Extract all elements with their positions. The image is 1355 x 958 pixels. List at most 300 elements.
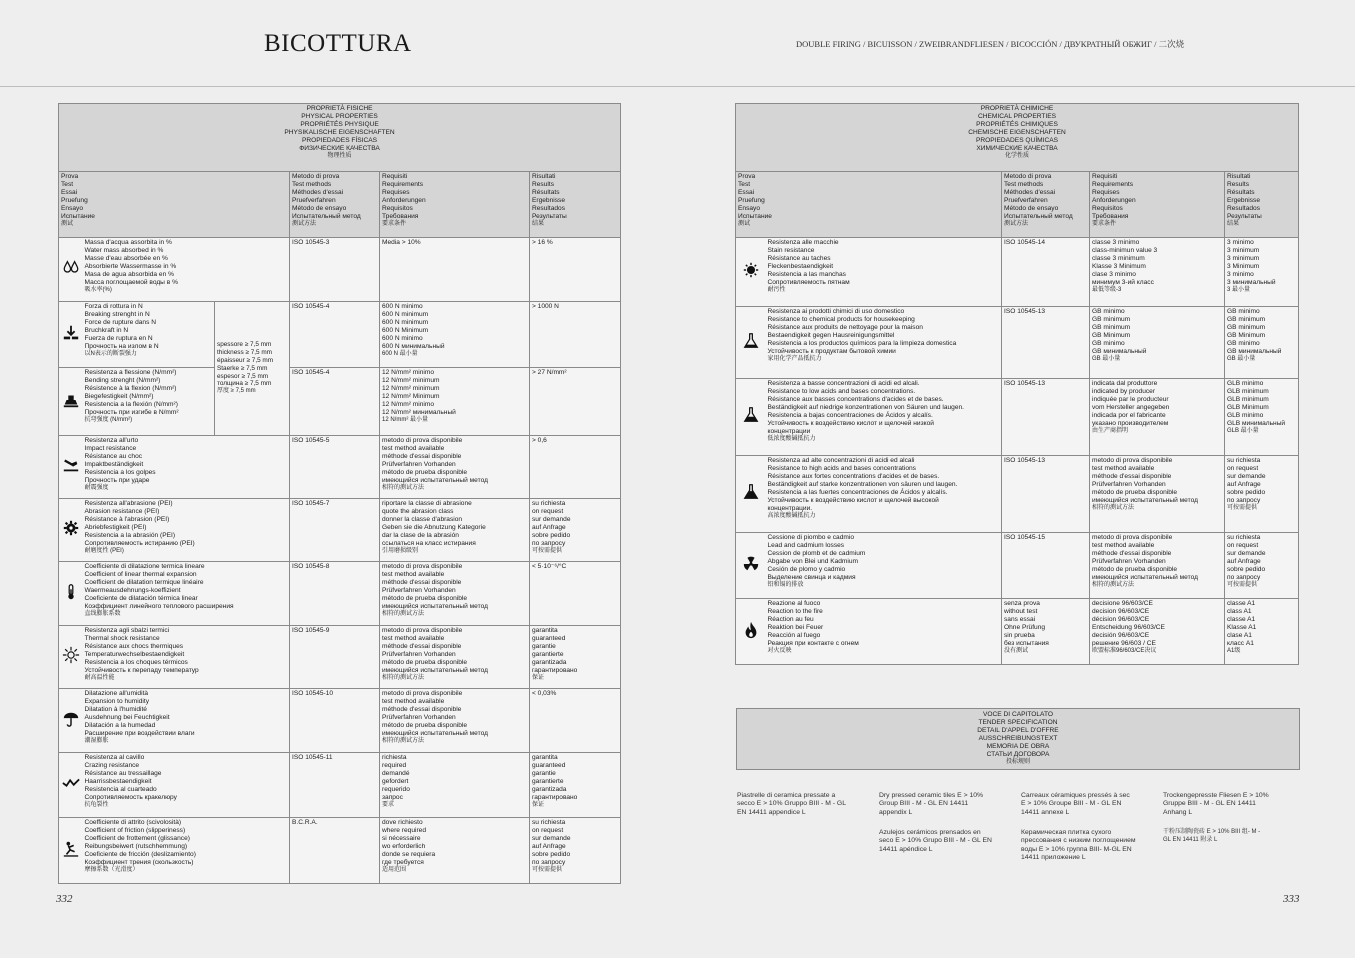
table-row [59,499,621,562]
test-method-cell: ISO 10545-4 [290,368,380,436]
text-line: 物理性质 [327,153,352,160]
text-line: Requisiti [382,173,408,180]
text-line: where required [382,827,426,835]
text-line: GLB minimo [1227,412,1264,420]
row-icon-cell [59,818,83,884]
text-line: auf Anfrage [532,843,566,851]
text-line: Resistance to chemical products for housekeeping [767,316,915,324]
text-line: ссылаться на класс истирания [382,540,476,548]
text-line: Прочность при изгибе в N/mm² [84,409,179,417]
text-line: 14411 apéndice L [879,845,933,853]
text-line: 可按需提供 [532,867,563,874]
text-line: quote the abrasion class [382,508,454,516]
text-line: класс A1 [1227,640,1254,648]
text-line: Resultados [532,205,565,213]
text-line: Устойчивость к воздействию кислот и щелочей низкой [767,420,934,428]
text-line: indicated by producer [1092,388,1156,396]
text-line: Сопротивляемость пятнам [767,279,850,287]
thermal-shock-icon [62,646,80,664]
text-line: Force de rupture dans N [84,319,156,327]
text-line: ISO 10545-13 [1004,457,1046,464]
text-line: PHYSIKALISCHE EIGENSCHAFTEN [284,129,395,137]
text-line: classe A1 [1227,600,1256,607]
text-line: 直线膨胀系数 [84,611,121,618]
text-line: 摩擦系数（光滑度） [84,867,139,874]
text-line: Trockengepresste Fliesen E > 10% [1163,792,1269,799]
text-line: Abriebfestigkeit (PEI) [84,524,147,532]
text-line: decision 96/603/CE [1092,608,1150,616]
property-name-cell [83,499,290,562]
breaking-arrow-icon [62,324,80,342]
text-line: Expansion to humidity [84,698,150,706]
text-line: on request [532,827,564,835]
requirements-cell [380,238,530,302]
text-line: Méthodes d'essai [292,189,344,197]
requirements-cell [380,753,530,818]
text-line: Требования [1092,213,1129,221]
property-name-cell [766,533,1002,599]
table-row [59,238,621,302]
text-line: 对火反映 [767,648,792,655]
requirements-cell [380,302,530,368]
text-line: Essai [61,189,78,197]
col-method-header [290,172,380,238]
text-line: metodo di prova disponibile [382,563,463,570]
text-line: garantita [532,627,558,634]
page-number-right: 333 [1283,893,1300,905]
text-line: méthode d'essai disponible [382,706,462,714]
text-line: 以N表示的断裂强力 [84,351,137,358]
stain-splash-icon [742,261,760,279]
text-line: class A1 [1227,608,1252,616]
fire-icon [742,621,760,639]
requirements-cell [1090,307,1225,379]
results-cell [530,562,621,626]
text-line: Масса поглощаемой воды в % [84,279,178,287]
test-method-cell: ISO 10545-5 [290,436,380,499]
text-line: Método de ensayo [1004,205,1059,213]
text-line: test method available [382,635,445,643]
text-line: indicata dal produttore [1092,380,1158,387]
text-line: по запросу [532,859,566,867]
text-line: 适用范围 [382,867,407,874]
text-line: méthode d'essai disponible [382,643,462,651]
text-line: Bestaendigkeit gegen Hausreinigungsmittel [767,332,895,340]
text-line: 14411 приложение L [1021,854,1086,862]
requirements-cell [1090,456,1225,533]
text-line: guaranteed [532,762,566,770]
text-line: Temperaturwechselbestaendigkeit [84,651,185,659]
row-icon-cell [59,238,83,302]
text-line: минимум 3-ий класс [1092,279,1154,287]
text-line: sur demande [532,835,571,843]
text-line: 相符的测试方法 [382,675,425,682]
text-line: sur demande [1227,550,1266,558]
text-line: Resistenza ai prodotti chimici di uso domestico [767,308,905,315]
text-line: Pruefverfahren [1004,197,1048,205]
text-line: запрос [382,794,403,802]
text-line: Entscheidung 96/603/CE [1092,624,1165,632]
text-line: имеющийся испытательный метод [382,667,488,675]
text-line: wo erforderlich [382,843,426,851]
text-line: decisione 96/603/CE [1092,600,1153,607]
text-line: 欧盟标准96/603/CE决议 [1092,648,1157,655]
page-number-left: 332 [56,893,73,905]
text-line: Requises [1092,189,1120,197]
text-line: espesor ≥ 7,5 mm [217,372,269,380]
text-line: 没有测试 [1004,648,1029,655]
text-line: GLB минимальный [1227,420,1286,428]
text-line: required [382,762,407,770]
text-line: Prova [61,173,79,180]
row-icon-cell [59,689,83,753]
text-line: Water mass absorbed in % [84,247,164,255]
text-line: Коэффициент линейного теплового расширения [84,603,234,611]
text-line: Resistenza ad alte concentrazioni di acidi ed alcali [767,457,915,464]
text-line: 耐震强度 [84,485,109,492]
text-line: vom Hersteller angegeben [1092,404,1170,412]
text-line: Prüfverfahren Vorhanden [1092,481,1166,489]
text-line: GB 最小量 [1227,356,1256,363]
text-line: Coefficient of linear thermal expansion [84,571,197,579]
text-line: seco E > 10% Grupo BIII - M - GL EN [879,837,992,845]
text-line: thickness ≥ 7,5 mm [217,349,273,357]
text-line: Выделение свинца и кадмия [767,574,856,582]
text-line: Ensayo [738,205,760,213]
property-name-cell [766,599,1002,665]
results-cell [1225,238,1299,307]
text-line: gefordert [382,778,409,786]
text-line: Bruchkraft in N [84,327,129,335]
col-test-header [59,172,290,238]
text-line: Resistencia a los productos químicos para la limpieza domestica [767,340,957,348]
text-line: 耐磨度性 (PEI) [84,548,124,555]
text-line: Risultati [532,173,556,180]
text-line: garantie [532,770,556,778]
text-line: 要求条件 [382,221,407,228]
text-line: MEMORIA DE OBRA [986,743,1050,751]
table-row [59,753,621,818]
text-line: Устойчивость к перепаду температур [84,667,199,675]
tender-text-zh [1163,829,1260,844]
text-line: GB Minimum [1092,332,1131,340]
text-line: Requirements [382,181,424,189]
text-line: 600 N 最小量 [382,351,418,358]
text-line: Ergebnisse [1227,197,1260,205]
text-line: Испытание [738,213,772,221]
text-line: Résistance au choc [84,453,143,461]
text-line: Ensayo [61,205,83,213]
text-line: Ohne Prüfung [1004,624,1046,632]
requirements-cell [380,499,530,562]
text-line: Breaking strenght in N [84,311,150,319]
text-line: Результаты [532,213,567,221]
impact-hammer-icon [62,456,80,474]
results-cell [530,626,621,689]
text-line: Test [738,181,751,189]
text-line: Расширение при воздействии влаги [84,730,195,738]
text-line: 要求 [382,802,395,809]
requirements-cell [1090,238,1225,307]
text-line: décision 96/603/CE [1092,616,1150,624]
header-divider [0,86,1355,87]
text-line: Geben sie die Abnutzung Kategorie [382,524,486,532]
text-line: DETAIL D'APPEL D'OFFRE [977,727,1059,735]
text-line: Masse d'eau absorbée en % [84,255,168,263]
text-line: Résistance aux produits de nettoyage pour la maison [767,324,923,332]
text-line: PROPIEDADES QUÍMICAS [975,137,1059,145]
text-line: 铅和镉的排放 [767,582,804,589]
text-line: GL EN 14411 附录 L [1163,836,1218,843]
text-line: sin prueba [1004,632,1035,640]
row-icon-cell [736,533,766,599]
beaker-high-icon [742,483,760,501]
text-line: si nécessaire [382,835,421,843]
text-line: 投标规则 [1005,759,1030,766]
text-line: Сопротивляемость истиранию (PEI) [84,540,195,548]
text-line: Pruefverfahren [292,197,336,205]
text-line: Reibungsbeiwert (rutschhemmung) [84,843,188,851]
text-line: Metodo di prova [1004,173,1052,180]
text-line: Керамическая плитка сухого [1021,829,1112,836]
text-line: Prüfverfahren Vorhanden [382,461,456,469]
text-line: A1级 [1227,648,1241,655]
text-line: método de prueba disponible [382,469,468,477]
text-line: Resistenza al cavillo [84,754,145,761]
text-line: Устойчивость к продуктам бытовой химии [767,348,896,356]
text-line: 3 minimo [1227,239,1254,246]
text-line: Resistenza all'urto [84,437,139,444]
row-icon-cell [59,302,83,368]
text-line: где требуется [382,859,424,867]
text-line: método de prueba disponible [1092,566,1178,574]
text-line: on request [1227,465,1259,473]
text-line: 600 N minimum [382,319,429,327]
text-line: decisión 96/603/CE [1092,632,1150,640]
text-line: Resistencia a las manchas [767,271,846,279]
table-row [736,599,1299,665]
text-line: Crazing resistance [84,762,140,770]
text-line: Resultados [1227,205,1260,213]
text-line: épaisseur ≥ 7,5 mm [217,357,274,365]
text-line: Résultats [532,189,560,197]
text-line: Coeficiente de dilatación térmica linear [84,595,198,603]
test-method-cell: ISO 10545-3 [290,238,380,302]
text-line: riportare la classe di abrasione [382,500,472,507]
text-line: without test [1004,608,1038,616]
text-line: Resistencia a los choques térmicos [84,659,188,667]
requirements-cell [1090,599,1225,665]
text-line: Biegefestigkeit (N/mm²) [84,393,154,401]
table-row [736,533,1299,599]
text-line: garantierte [532,651,564,659]
text-line: test method available [1092,465,1155,473]
results-cell [1225,456,1299,533]
text-line: Устойчивость к воздействию кислот и щелочей высокой [767,497,939,505]
text-line: auf Anfrage [532,524,566,532]
text-line: méthode d'essai disponible [1092,473,1172,481]
property-name-cell [83,689,290,753]
text-line: méthode d'essai disponible [382,579,462,587]
text-line: 相符的测试方法 [1092,582,1135,589]
page-subtitle: DOUBLE FIRING / BICUISSON / ZWEIBRANDFLIESEN / BICOCCIÓN / ДВУКРАТНЫЙ ОБЖИГ / 二次烧 [796,39,1185,49]
text-line: указано производителем [1092,420,1169,428]
text-line: Cessione di piombo e cadmio [767,534,854,541]
text-line: su richiesta [532,500,566,507]
text-line: classe 3 minimo [1092,239,1140,246]
text-line: 耐高温性能 [84,675,115,682]
text-line: Prüfverfahren Vorhanden [382,651,456,659]
text-line: TENDER SPECIFICATION [978,719,1058,727]
text-line: GB минимальный [1092,348,1147,356]
property-name-cell [83,753,290,818]
text-line: donde se requiera [382,851,436,859]
text-line: без испытания [1004,640,1049,648]
flask-icon [742,332,760,350]
crazing-line-icon [62,774,80,792]
text-line: Resistencia al cuarteado [84,786,157,794]
text-line: гарантировано [532,667,578,675]
text-line: 12 N/mm² Minimum [382,393,440,401]
test-method-cell [1002,599,1090,665]
text-line: 3 Minimum [1227,263,1260,271]
text-line: auf Anfrage [1227,481,1261,489]
text-line: GB минимальный [1227,348,1282,356]
text-line: requerido [382,786,410,794]
text-line: Klasse 3 Minimum [1092,263,1146,271]
text-line: Metodo di prova [292,173,340,180]
text-line: GB minimo [1227,340,1260,348]
text-line: ISO 10545-14 [1004,239,1046,246]
text-line: Anforderungen [382,197,426,205]
text-line: GLB minimum [1227,396,1269,404]
property-name-cell [766,238,1002,307]
text-line: Coefficiente di attrito (scivolosità) [84,819,182,826]
text-line: Pruefung [61,197,88,205]
text-line: Essai [738,189,755,197]
row-icon-cell [59,368,83,436]
text-line: > 0,6 [532,437,547,444]
text-line: sobre pedido [1227,489,1266,497]
results-cell [1225,379,1299,456]
table-row [736,238,1299,307]
beaker-low-icon [742,406,760,424]
row-icon-cell [736,599,766,665]
text-line: Reaction to the fire [767,608,823,616]
text-line: 高浓度酸碱抵抗力 [767,513,816,520]
text-line: clase A1 [1227,632,1252,640]
text-line: Coeficiente de fricción (deslizamiento) [84,851,196,859]
text-line: Résultats [1227,189,1255,197]
chem-col-method-header [1002,172,1090,238]
text-line: Pruefung [738,197,765,205]
text-line: 干粉压制陶瓷砖 E > 10% BIII 组- M - [1163,829,1261,835]
text-line: 要求条件 [1092,221,1117,228]
text-line: metodo di prova disponibile [1092,457,1173,464]
text-line: ISO 10545-15 [1004,534,1046,541]
property-name-cell [766,456,1002,533]
test-method-cell: ISO 10545-4 [290,302,380,368]
row-icon-cell [736,238,766,307]
text-line: GB minimo [1092,308,1125,315]
text-line: Resistenza a flessione (N/mm²) [84,369,177,376]
text-line: 可按需提供 [1227,505,1258,512]
text-line: sur demande [532,516,571,524]
text-line: método de prueba disponible [382,595,468,603]
chemical-properties-title [736,104,1299,172]
slipping-person-icon [62,840,80,858]
text-line: Прочность при ударе [84,477,150,485]
text-line: Haarrissbestaendigkeit [84,778,152,786]
page-title: BICOTTURA [264,30,412,57]
test-method-cell [1002,533,1090,599]
bending-weight-icon [62,391,80,409]
text-line: 3 minimum [1227,247,1260,255]
text-line: Piastrelle di ceramica pressate a [737,792,836,799]
text-line: Requisiti [1092,173,1118,180]
text-line: Coefficiente di dilatazione termica lineare [84,563,205,570]
text-line: GB minimo [1092,340,1125,348]
text-line: Klasse A1 [1227,624,1257,632]
text-line: GB minimum [1092,324,1131,332]
text-line: 测试方法 [1004,221,1029,228]
text-line: Beständigkeit auf starke konzentrationen von säuren und laugen. [767,481,958,489]
text-line: Dilatazione all'umidità [84,690,149,697]
text-line: Impact resistance [84,445,137,453]
text-line: garantizada [532,659,567,667]
results-cell [530,818,621,884]
text-line: по запросу [1227,574,1261,582]
text-line: 低浓度酸碱抵抗力 [767,436,816,443]
text-line: < 5·10⁻⁶/°C [532,563,567,570]
text-line: Anforderungen [1092,197,1136,205]
text-line: 12 N/mm² minimo [382,401,435,409]
text-line: Resistencia a las fuertes concentraciones de Ácidos y alcalís. [767,489,948,497]
text-line: Испытательный метод [1004,213,1073,221]
row-icon-cell [59,436,83,499]
table-row [59,562,621,626]
text-line: 600 N minimo [382,303,423,310]
text-line: GB minimum [1092,316,1131,324]
text-line: sans essai [1004,616,1036,624]
text-line: 保证 [532,675,545,682]
text-line: Masa de agua absorbida en % [84,271,174,279]
text-line: su richiesta [1227,534,1261,541]
property-name-cell [83,626,290,689]
text-line: Stain resistance [767,247,815,255]
text-line: 家用化学产品抵抗力 [767,356,822,363]
text-line: sobre pedido [532,851,571,859]
row-icon-cell [736,307,766,379]
text-line: 3 minimum [1227,255,1260,263]
property-name-cell [83,302,215,368]
text-line: Test [61,181,74,189]
text-line: 可按需提供 [532,548,563,555]
row-icon-cell [59,626,83,689]
text-line: méthode d'essai disponible [1092,550,1172,558]
tender-text-fr [1021,792,1130,817]
physical-properties-title [59,104,621,172]
umbrella-icon [62,710,80,728]
text-line: PROPRIÉTÉS PHYSIQUE [300,121,379,129]
test-method-cell: ISO 10545-7 [290,499,380,562]
text-line: 化学性质 [1005,153,1030,160]
requirements-cell [1090,379,1225,456]
test-method-cell: ISO 10545-11 [290,753,380,818]
thickness-cell [215,302,290,436]
test-method-cell: ISO 10545-8 [290,562,380,626]
radiation-icon [742,555,760,573]
